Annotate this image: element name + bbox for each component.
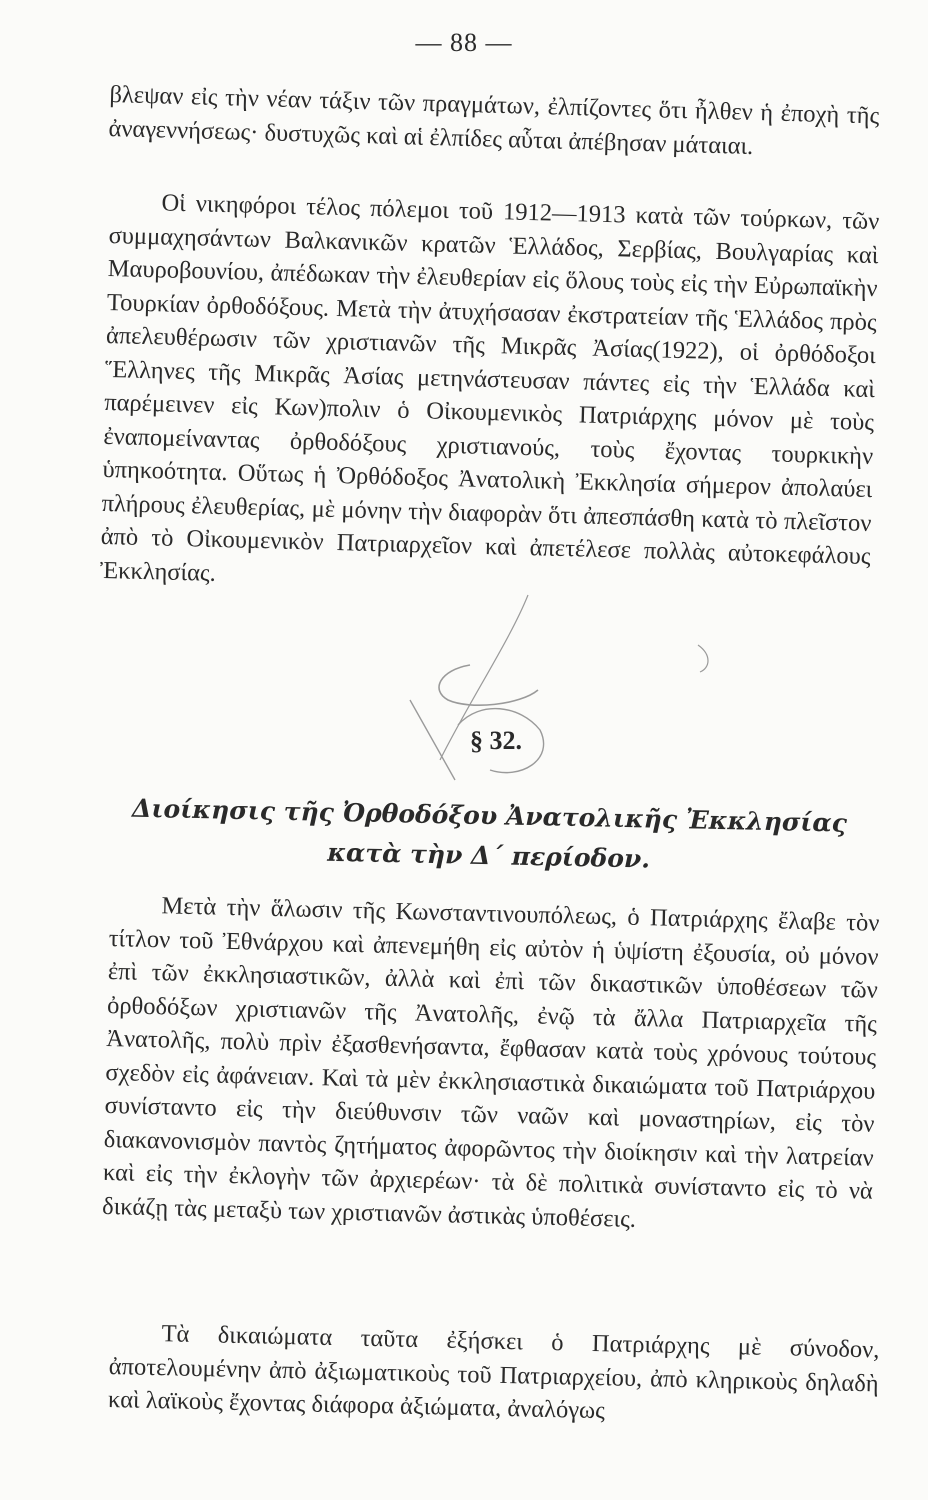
page-number: — 88 —	[415, 28, 513, 57]
paragraph-text: Μετὰ τὴν ἅλωσιν τῆς Κωνσταντινουπόλεως, ὁ Πατριάρχης ἔλαβε τὸν τίτλον τοῦ Ἐθνάρχου καὶ ἀπενεμήθη εἰς αὐτὸν ἡ ὑψίστη ἐξουσία, οὐ μόνον ἐπὶ τῶν ἐκκλησιαστικῶν, ἀλλὰ καὶ ἐπὶ τῶν δικαστικῶν ὑποθέσεων τῶν ὀρθοδόξων χριστιανῶν τῆς Ἀνατολῆς, ἐνῷ τὰ ἄλλα Πατριαρχεῖα τῆς Ἀνατολῆς, πολὺ πρὶν ἐξασθενήσαντα, ἔφθασαν κατὰ τοὺς χρόνους τούτους σχεδὸν εἰς ἀφάνειαν. Καὶ τὰ μὲν ἐκκλησιαστικὰ δικαιώματα τοῦ Πατριάρχου συνίσταντο εἰς τὴν διεύθυνσιν τῶν ναῶν καὶ μοναστηρίων, εἰς τὸν διακανονισμὸν παντὸς ζητήματος ἀφορῶντος τὴν διοίκησιν καὶ τὴν λατρείαν καὶ εἰς τὴν ἐκλογὴν τῶν ἀρχιερέων· τὰ δὲ πολιτικὰ συνίσταντο εἰς τὸ νὰ δικάζῃ τὰς μεταξὺ των χριστιανῶν ἀστικὰς ὑποθέσεις.	[101, 892, 880, 1233]
section-number: § 32.	[470, 726, 522, 755]
paragraph-synod	[108, 1316, 880, 1434]
paragraph-continued	[108, 78, 880, 166]
paragraph-text: βλεψαν εἰς τὴν νέαν τάξιν τῶν πραγμάτων, ἐλπίζοντες ὅτι ἦλθεν ἡ ἐποχὴ τῆς ἀναγεννήσεως· δυστυχῶς καὶ αἱ ἐλπίδες αὗται ἀπέβησαν μάταιαι.	[108, 80, 880, 160]
paragraph-text: Τὰ δικαιώματα ταῦτα ἐξήσκει ὁ Πατριάρχης μὲ σύνοδον, ἀποτελουμένην ἀπὸ ἀξιωματικοὺς τοῦ Πατριαρχείου, ἀπὸ κληρικοὺς δηλαδὴ καὶ λαϊκοὺς ἔχοντας διάφορα ἀξιώματα, ἀναλόγως	[107, 1320, 880, 1425]
paragraph-patriarch-rights	[102, 888, 880, 1242]
heading-line: Διοίκησις τῆς Ὀρθοδόξου Ἀνατολικῆς Ἐκκλησίας	[131, 793, 848, 838]
section-heading	[98, 788, 880, 884]
paragraph-balkan-wars	[99, 185, 879, 607]
heading-line: κατὰ τὴν Δ΄ περίοδον.	[327, 837, 651, 874]
paragraph-text: Οἱ νικηφόροι τέλος πόλεμοι τοῦ 1912—1913 κατὰ τῶν τούρκων, τῶν συμμαχησάντων Βαλκανικῶν κρατῶν Ἑλλάδος, Σερβίας, Βουλγαρίας καὶ Μαυροβουνίου, ἀπέδωκαν τὴν ἐλευθερίαν εἰς ὅλους τοὺς εἰς τὴν Εὐρωπαϊκὴν Τουρκίαν ὀρθοδόξους. Μετὰ τὴν ἀτυχήσασαν ἐκστρατείαν τῆς Ἑλλάδος πρὸς ἀπελευθέρωσιν τῶν χριστιανῶν τῆς Μικρᾶς Ἀσίας(1922), οἱ ὀρθόδοξοι Ἕλληνες τῆς Μικρᾶς Ἀσίας μετηνάστευσαν πάντες εἰς τὴν Ἑλλάδα καὶ παρέμεινεν εἰς Κων)πολιν ὁ Οἰκουμενικὸς Πατριάρχης μόνον μὲ τοὺς ἐναπομείναντας ὀρθοδόξους χριστιανούς, τοὺς ἔχοντας τουρκικὴν ὑπηκοότητα. Οὕτως ἡ Ὀρθόδοξος Ἀνατολικὴ Ἐκκλησία σήμερον ἀπολαύει πλήρους ἐλευθερίας, μὲ μόνην τὴν διαφορὰν ὅτι ἀπεσπάσθη κατὰ τὸ πλεῖστον ἀπὸ τὸ Οἰκουμενικὸν Πατριαρχεῖον καὶ ἀπετέλεσε πολλὰς αὐτοκεφάλους Ἐκκλησίας.	[99, 189, 880, 587]
